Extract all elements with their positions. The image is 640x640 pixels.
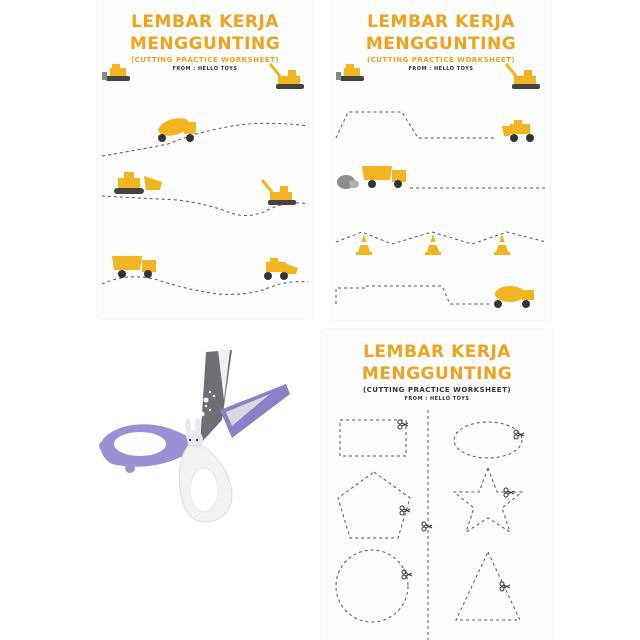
worksheet-title-line2: MENGGUNTING: [129, 34, 281, 54]
scissors-white-handle: [179, 446, 232, 522]
traffic-cone-icon: [425, 234, 441, 255]
worksheet-vehicles-curves: [98, 0, 312, 318]
pentagon-shape: [338, 472, 410, 538]
worksheet-subtitle: (CUTTING PRACTICE WORKSHEET): [362, 386, 512, 394]
worksheet-title-line1: LEMBAR KERJA: [363, 342, 511, 362]
dashed-cutting-line: [102, 123, 308, 156]
worksheet-subtitle: (CUTTING PRACTICE WORKSHEET): [130, 56, 280, 64]
dump-truck-icon: [362, 166, 406, 188]
rectangle-shape: [340, 420, 406, 456]
worksheet-from: FROM : HELLO TOYS: [172, 66, 238, 72]
excavator-icon: [506, 64, 540, 89]
oval-shape: [454, 422, 522, 458]
cement-mixer-icon: [156, 115, 196, 142]
worksheet-title-line1: LEMBAR KERJA: [131, 12, 279, 32]
worksheet-subtitle: (CUTTING PRACTICE WORKSHEET): [366, 56, 516, 64]
worksheet-title-line2: MENGGUNTING: [365, 34, 517, 54]
rocks-icon: [337, 175, 359, 189]
cement-mixer-icon: [494, 286, 534, 308]
paw-print-icon: [200, 391, 216, 417]
excavator-icon: [262, 180, 296, 205]
dashed-cutting-line: [336, 286, 492, 304]
worksheet-from: FROM : HELLO TOYS: [408, 66, 474, 72]
circle-shape: [336, 550, 408, 622]
bulldozer-icon: [102, 64, 130, 81]
dump-truck-icon: [112, 256, 156, 278]
worksheet-from: FROM : HELLO TOYS: [404, 396, 470, 402]
excavator-icon: [270, 64, 304, 89]
worksheet-vehicles-zigzag: [332, 0, 550, 320]
wheel-loader-icon: [264, 258, 298, 280]
star-shape: [454, 468, 522, 532]
bunny-pivot-icon: [183, 418, 203, 450]
dashed-cutting-line: [102, 277, 308, 295]
traffic-cone-icon: [356, 234, 372, 255]
scissors-purple-blade: [220, 384, 290, 438]
wheel-loader-icon: [502, 120, 534, 142]
worksheet-shapes-artwork: [322, 330, 552, 640]
worksheet-shapes: [322, 330, 552, 640]
scissors-gray-blade: [200, 350, 232, 444]
bulldozer-icon: [114, 172, 162, 194]
worksheet-title-line2: MENGGUNTING: [361, 364, 513, 384]
worksheet-artwork: [98, 0, 312, 318]
bulldozer-icon: [336, 64, 364, 81]
triangle-shape: [456, 552, 520, 620]
worksheet-title-line1: LEMBAR KERJA: [367, 12, 515, 32]
traffic-cone-icon: [494, 234, 510, 255]
dashed-cutting-line: [336, 112, 497, 138]
scissors-purple-handle: [101, 424, 190, 466]
worksheet-artwork: [332, 0, 550, 320]
